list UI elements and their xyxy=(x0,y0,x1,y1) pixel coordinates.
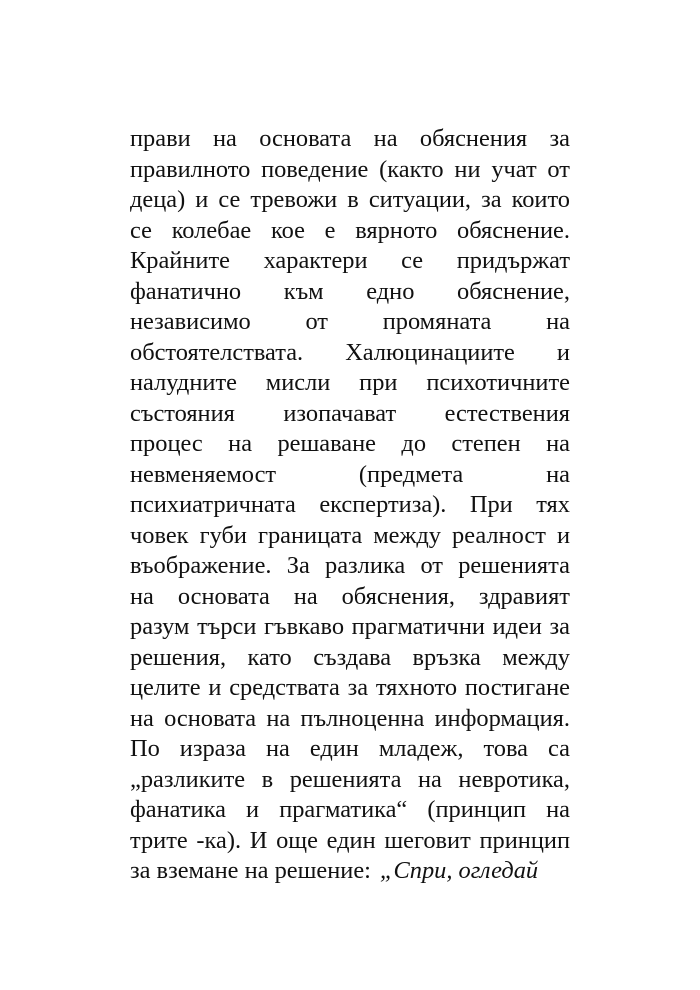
word: един xyxy=(309,735,359,762)
word: (както xyxy=(379,155,444,183)
word: от xyxy=(420,552,443,579)
word: създава xyxy=(313,643,392,671)
word: и xyxy=(556,338,570,366)
text-line-24 xyxy=(130,826,570,857)
word: естествения xyxy=(444,399,570,427)
word: тях xyxy=(536,491,570,518)
word: основата xyxy=(164,704,257,732)
word: и xyxy=(208,674,222,701)
word: здравият xyxy=(478,582,570,610)
text-line-12 xyxy=(130,460,570,491)
word: тяхното xyxy=(375,674,458,701)
word: решения, xyxy=(130,643,227,671)
word: между xyxy=(373,521,441,549)
word: въображение. xyxy=(130,552,272,579)
last-line-regular: за вземане на решение: xyxy=(130,857,371,884)
word: обяснения xyxy=(419,125,528,152)
word: разум xyxy=(130,613,190,640)
word: на xyxy=(130,704,154,732)
word: ситуации, xyxy=(368,186,472,213)
word: психотичните xyxy=(426,369,570,396)
word: поведение xyxy=(261,155,369,183)
word: на xyxy=(546,430,570,457)
word: шеговит xyxy=(384,826,471,854)
text-line-13 xyxy=(130,490,570,521)
text-line-21 xyxy=(130,734,570,765)
text-line-16 xyxy=(130,582,570,613)
text-line-last xyxy=(130,856,570,887)
text-line-9 xyxy=(130,368,570,399)
word: на xyxy=(266,704,291,732)
word: и xyxy=(246,796,260,823)
word: трите xyxy=(130,826,188,854)
word: експертиза). xyxy=(319,491,447,518)
word: в xyxy=(347,186,359,213)
word: прагматика“ xyxy=(279,796,408,823)
word: И xyxy=(249,826,268,854)
word: връзка xyxy=(412,643,481,671)
word: фанатика xyxy=(130,796,226,823)
word: характери xyxy=(263,247,368,274)
text-line-15 xyxy=(130,551,570,582)
word: правилното xyxy=(130,155,251,183)
word: са xyxy=(548,735,570,762)
text-line-20 xyxy=(130,704,570,735)
word: реалност xyxy=(452,521,546,549)
word: обяснение. xyxy=(457,216,570,244)
word: за xyxy=(549,125,570,152)
text-line-8 xyxy=(130,338,570,369)
word: като xyxy=(247,643,292,671)
word: процес xyxy=(130,430,203,457)
word: за xyxy=(481,186,502,213)
word: разлика xyxy=(325,552,406,579)
word: състояния xyxy=(130,399,235,427)
word: при xyxy=(359,369,398,396)
word: прагматични xyxy=(351,613,485,640)
word: налудните xyxy=(130,369,237,396)
word: на xyxy=(130,582,154,610)
word: решенията xyxy=(458,552,570,579)
text-line-2 xyxy=(130,155,570,186)
text-line-4 xyxy=(130,216,570,247)
word: вярното xyxy=(355,216,438,244)
word: невротика, xyxy=(458,765,570,793)
word: още xyxy=(276,826,318,854)
word: средствата xyxy=(229,674,340,701)
word: се xyxy=(130,216,152,244)
word: се xyxy=(218,186,241,213)
word: в xyxy=(261,765,274,793)
word: обяснения, xyxy=(341,582,455,610)
word: Крайните xyxy=(130,247,230,274)
word: тревожи xyxy=(250,186,338,213)
word: решенията xyxy=(289,765,402,793)
word: обяснение, xyxy=(457,277,570,305)
word: изопачават xyxy=(283,399,397,427)
word: постигане xyxy=(464,674,570,701)
word: които xyxy=(511,186,570,213)
text-line-3 xyxy=(130,185,570,216)
word: на xyxy=(265,735,290,762)
word: ни xyxy=(454,155,481,183)
word: за xyxy=(549,613,570,640)
word: степен xyxy=(451,430,521,457)
body-text xyxy=(130,124,570,887)
word: принцип xyxy=(479,826,570,854)
word: идеи xyxy=(492,613,542,640)
word: за xyxy=(347,674,369,701)
word: се xyxy=(401,247,424,274)
word: до xyxy=(401,430,427,457)
word: мисли xyxy=(265,369,331,396)
word: едно xyxy=(366,277,415,305)
text-line-19 xyxy=(130,673,570,704)
word: Халюцинациите xyxy=(345,338,515,366)
word: пълноценна xyxy=(300,704,425,732)
word: границата xyxy=(257,521,363,549)
text-line-23 xyxy=(130,795,570,826)
word: промяната xyxy=(382,308,492,335)
text-line-10 xyxy=(130,399,570,430)
word: на xyxy=(546,460,570,488)
word: на xyxy=(546,796,570,823)
word: прави xyxy=(130,125,191,152)
word: деца) xyxy=(130,186,186,213)
word: търси xyxy=(197,613,257,640)
word: един xyxy=(326,826,376,854)
word: на xyxy=(546,308,570,335)
word: По xyxy=(130,735,160,762)
word: При xyxy=(469,491,513,518)
word: информация. xyxy=(434,704,570,732)
text-line-18 xyxy=(130,643,570,674)
word: на xyxy=(228,430,253,457)
word: фанатично xyxy=(130,277,242,305)
word: (предмета xyxy=(358,460,464,488)
text-line-22 xyxy=(130,765,570,796)
text-line-7 xyxy=(130,307,570,338)
word: израза xyxy=(179,735,246,762)
text-line-6 xyxy=(130,277,570,308)
text-line-5 xyxy=(130,246,570,277)
text-line-14 xyxy=(130,521,570,552)
word: „разликите xyxy=(130,765,246,793)
word: младеж, xyxy=(378,735,464,762)
word: и xyxy=(556,521,570,549)
word: на xyxy=(293,582,318,610)
word: на xyxy=(373,125,398,152)
word: кое xyxy=(270,216,305,244)
word: гъвкаво xyxy=(264,613,345,640)
word: е xyxy=(324,216,336,244)
word: целите xyxy=(130,674,201,701)
word: решаване xyxy=(277,430,376,457)
text-line-11 xyxy=(130,429,570,460)
word: невменяемост xyxy=(130,460,277,488)
word: на xyxy=(213,125,237,152)
word: обстоятелствата. xyxy=(130,338,304,366)
word: на xyxy=(417,765,442,793)
word: от xyxy=(305,308,328,335)
word: учат xyxy=(491,155,537,183)
text-line-17 xyxy=(130,612,570,643)
word: За xyxy=(286,552,310,579)
word: основата xyxy=(177,582,270,610)
word: независимо xyxy=(130,308,251,335)
word: (принцип xyxy=(427,796,526,823)
word: губи xyxy=(199,521,247,549)
word: към xyxy=(283,277,324,305)
last-line-italic-quote: „Спри, огледай xyxy=(379,857,539,884)
word: и xyxy=(195,186,209,213)
text-line-1 xyxy=(130,124,570,155)
word: психиатричната xyxy=(130,491,296,518)
word: основата xyxy=(259,125,352,152)
word: човек xyxy=(130,521,189,549)
word: колебае xyxy=(171,216,252,244)
word: -ка). xyxy=(196,826,242,854)
word: това xyxy=(483,735,529,762)
word: между xyxy=(502,643,570,671)
word: придържат xyxy=(456,247,570,274)
word: от xyxy=(547,155,570,183)
